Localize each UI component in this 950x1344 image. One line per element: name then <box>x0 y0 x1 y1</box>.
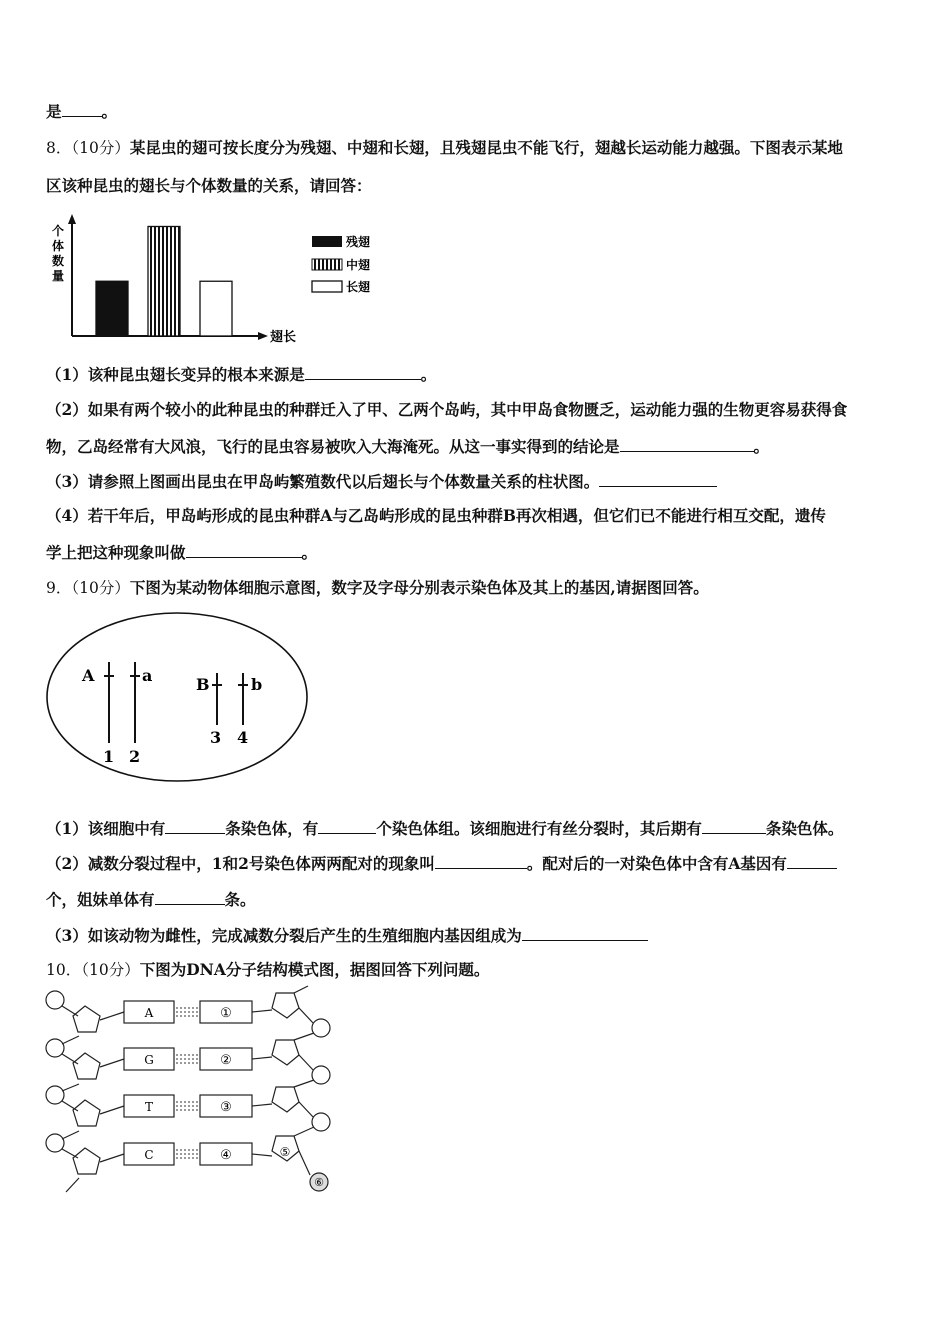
y-axis-arrow <box>68 214 76 224</box>
bar-short-wing <box>96 281 128 336</box>
phosphate-right <box>312 1066 330 1084</box>
q9-sub2-line2: 个，姐妹单体有 条。 <box>46 890 256 909</box>
chromosome-label-4: 4 <box>237 728 249 747</box>
q9-sub1: （1）该细胞中有 条染色体，有 个染色体组。该细胞进行有丝分裂时，其后期有 条染色体。 <box>46 819 844 838</box>
answer-blank[interactable] <box>165 819 225 834</box>
answer-blank[interactable] <box>318 819 376 834</box>
wing-length-chart <box>50 214 390 349</box>
legend-label-long: 长翅 <box>346 280 371 294</box>
q8-score: （10分） <box>71 139 130 157</box>
phosphate-left <box>46 1086 64 1104</box>
x-axis-label: 翅长 <box>270 330 297 345</box>
sugar-left <box>73 1053 100 1079</box>
q9-sub2-line1: （2）减数分裂过程中，1和2号染色体两两配对的现象叫 。配对后的一对染色体中含有A基因有 <box>46 854 837 874</box>
phosphate-right <box>312 1019 330 1037</box>
cell-membrane <box>47 613 307 781</box>
cell-diagram <box>44 610 314 785</box>
q9-sub3: （3）如该动物为雌性，完成减数分裂后产生的生殖细胞内基因组成为 <box>46 926 648 946</box>
q8-intro-line2: 区该种昆虫的翅长与个体数量的关系，请回答： <box>46 176 372 195</box>
hydrogen-bonds <box>176 1008 198 1158</box>
answer-blank[interactable] <box>435 854 527 869</box>
sugar-left <box>73 1006 100 1032</box>
legend-swatch-mid <box>312 259 342 270</box>
base-label-A: A <box>144 1006 154 1020</box>
answer-blank[interactable] <box>702 819 766 834</box>
q9-number: 9． <box>46 579 72 597</box>
base-label-G: G <box>144 1053 154 1067</box>
dna-diagram <box>42 988 332 1198</box>
legend-label-mid: 中翅 <box>346 258 371 272</box>
sugar-right <box>272 993 299 1018</box>
gene-label-B: B <box>196 675 210 694</box>
chromosome-label-2: 2 <box>129 747 141 766</box>
phosphate-label-6: ⑥ <box>314 1176 324 1189</box>
phosphate-left <box>46 991 64 1009</box>
y-label-char: 体 <box>51 239 65 253</box>
legend-label-short: 残翅 <box>346 235 371 249</box>
x-axis-arrow <box>258 332 268 340</box>
q9-score: （10分） <box>71 579 130 597</box>
answer-blank[interactable] <box>305 365 421 380</box>
sugar-right <box>272 1087 299 1112</box>
y-axis-label <box>52 223 64 283</box>
q8-sub4-line2: 学上把这种现象叫做 。 <box>46 543 318 562</box>
pair-label-2: ② <box>220 1053 232 1068</box>
legend-swatch-short <box>312 236 342 247</box>
q8-sub1: （1）该种昆虫翅长变异的根本来源是 。 <box>46 365 437 384</box>
q8-sub2-line2: 物，乙岛经常有大风浪，飞行的昆虫容易被吹入大海淹死。从这一事实得到的结论是 。 <box>46 437 770 456</box>
answer-blank[interactable] <box>787 854 837 869</box>
pair-label-3: ③ <box>220 1100 232 1115</box>
q9-intro: 9．（10分）下图为某动物体细胞示意图，数字及字母分别表示染色体及其上的基因,请据图回答。 <box>46 578 709 597</box>
base-label-C: C <box>144 1148 154 1162</box>
sugar-left <box>73 1100 100 1126</box>
phosphate-left <box>46 1039 64 1057</box>
legend-swatch-long <box>312 281 342 292</box>
legend <box>312 234 370 294</box>
pair-label-4: ④ <box>220 1148 232 1163</box>
phosphate-right <box>312 1113 330 1131</box>
q8-number: 8． <box>46 139 72 157</box>
q8-sub2-line1: （2）如果有两个较小的此种昆虫的种群迁入了甲、乙两个岛屿，其中甲岛食物匮乏，运动能力强的生物更容易获得食 <box>46 400 848 419</box>
y-label-char: 个 <box>51 224 65 238</box>
q8-intro-line1: 8．（10分）某昆虫的翅可按长度分为残翅、中翅和长翅，且残翅昆虫不能飞行，翅越长运动能力越强。下图表示某地 <box>46 138 843 157</box>
y-label-char: 数 <box>51 254 65 268</box>
answer-blank[interactable] <box>620 437 754 452</box>
q10-score: （10分） <box>81 961 140 979</box>
sugar-label-5: ⑤ <box>279 1145 291 1159</box>
answer-blank[interactable] <box>186 543 302 558</box>
answer-blank[interactable] <box>599 472 717 487</box>
bar-long-wing <box>200 281 232 336</box>
phosphate-left <box>46 1134 64 1152</box>
sugar-left <box>73 1148 100 1174</box>
bar-mid-wing <box>148 226 180 336</box>
pair-label-1: ① <box>220 1006 232 1021</box>
chromosome-label-3: 3 <box>210 728 222 747</box>
top-line: 是 。 <box>46 102 118 121</box>
y-label-char: 量 <box>51 269 65 283</box>
answer-blank[interactable] <box>62 102 102 117</box>
q8-sub4-line1: （4）若干年后，甲岛屿形成的昆虫种群A与乙岛屿形成的昆虫种群B再次相遇，但它们已不能进行相互交配，遗传 <box>46 506 826 525</box>
q10-number: 10． <box>46 961 82 979</box>
answer-blank[interactable] <box>522 926 648 941</box>
sugar-right <box>272 1040 299 1065</box>
chromosome-label-1: 1 <box>103 747 115 766</box>
gene-label-a: a <box>142 666 153 685</box>
q8-sub3: （3）请参照上图画出昆虫在甲岛屿繁殖数代以后翅长与个体数量关系的柱状图。 <box>46 472 717 492</box>
gene-label-A: A <box>82 666 95 685</box>
gene-label-b: b <box>251 675 263 694</box>
q10-intro: 10．（10分）下图为DNA分子结构模式图，据图回答下列问题。 <box>46 960 490 979</box>
base-label-T: T <box>144 1100 154 1114</box>
answer-blank[interactable] <box>155 890 225 905</box>
